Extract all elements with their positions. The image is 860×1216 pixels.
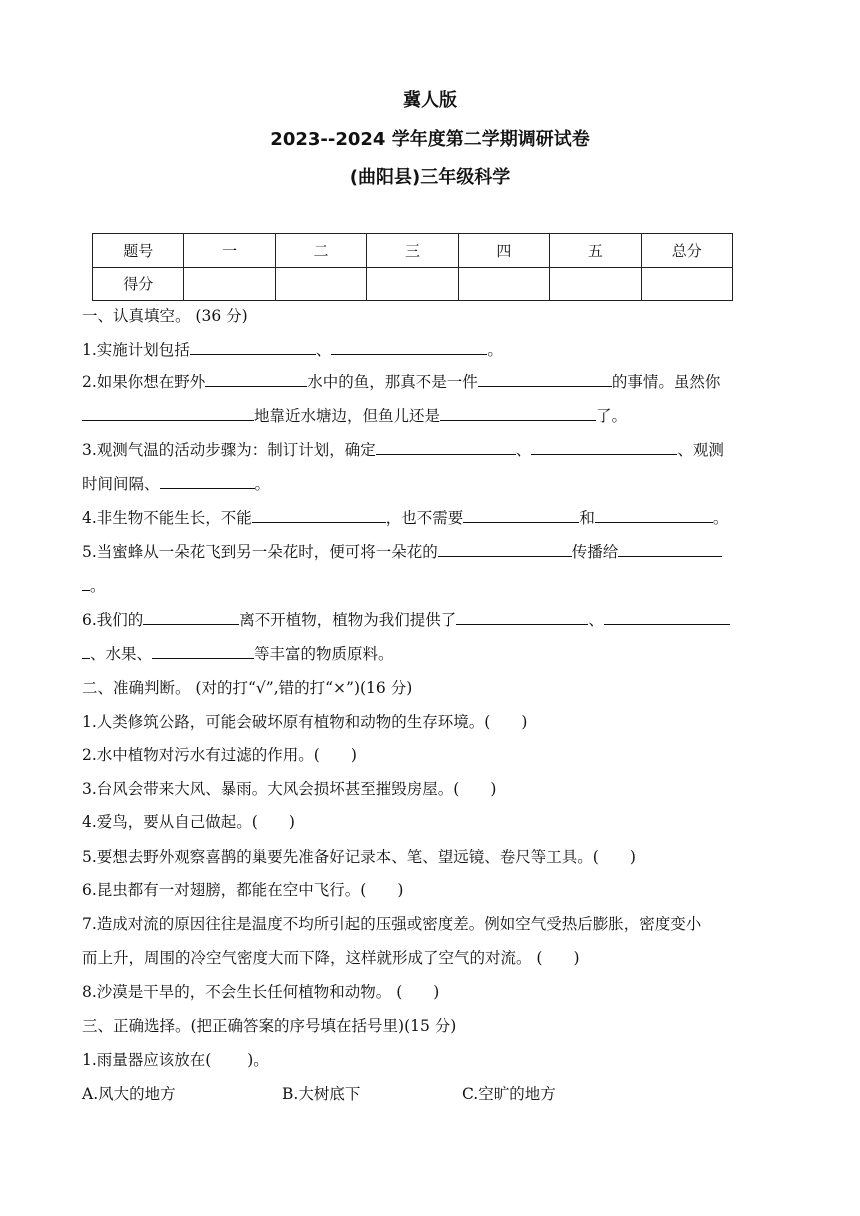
score-header-cell: 四 bbox=[458, 234, 549, 268]
score-cell[interactable] bbox=[641, 267, 732, 301]
question-text: 的事情。虽然你 bbox=[611, 373, 721, 391]
answer-blank[interactable] bbox=[143, 609, 239, 625]
question-1-3-cont bbox=[82, 472, 778, 494]
section1-title: 一、认真填空。 (36 分) bbox=[82, 307, 248, 325]
score-header-cell: 一 bbox=[184, 234, 275, 268]
exam-subtitle: (曲阳县)三年级科学 bbox=[349, 167, 511, 188]
question-text: 离不开植物，植物为我们提供了 bbox=[239, 611, 457, 629]
question-1-5 bbox=[82, 540, 778, 562]
question-1-6 bbox=[82, 608, 778, 630]
judgment-item: 7.造成对流的原因往往是温度不均所引起的压强或密度差。例如空气受热后膨胀，密度变小 bbox=[82, 915, 702, 933]
answer-blank[interactable] bbox=[82, 575, 90, 591]
judgment-item-cont: 而上升，周围的冷空气密度大而下降，这样就形成了空气的对流。 ( ) bbox=[82, 949, 580, 967]
judgment-item: 5.要想去野外观察喜鹊的巢要先准备好记录本、笔、望远镜、卷尺等工具。( ) bbox=[82, 848, 636, 866]
section2-title: 二、准确判断。 (对的打“√”,错的打“×”)(16 分) bbox=[82, 679, 413, 697]
question-text: 、 bbox=[515, 441, 532, 459]
answer-blank[interactable] bbox=[456, 609, 588, 625]
score-cell[interactable] bbox=[550, 267, 641, 301]
score-cell[interactable] bbox=[275, 267, 366, 301]
answer-blank[interactable] bbox=[152, 643, 254, 659]
exam-title: 2023--2024 学年度第二学期调研试卷 bbox=[270, 129, 590, 150]
answer-blank[interactable] bbox=[205, 371, 307, 387]
question-1-2-cont bbox=[82, 404, 778, 426]
question-1-5-cont bbox=[82, 574, 778, 596]
answer-blank[interactable] bbox=[531, 439, 677, 455]
question-text: 6.我们的 bbox=[82, 611, 144, 629]
answer-blank[interactable] bbox=[331, 339, 487, 355]
score-cell[interactable] bbox=[367, 267, 458, 301]
question-text: 。 bbox=[712, 509, 729, 527]
question-1-3 bbox=[82, 438, 778, 460]
judgment-item: 3.台风会带来大风、暴雨。大风会损坏甚至摧毁房屋。( ) bbox=[82, 780, 497, 798]
question-text: 。 bbox=[487, 341, 503, 359]
answer-blank[interactable] bbox=[376, 439, 516, 455]
question-text: 。 bbox=[254, 475, 271, 493]
question-text: 、 bbox=[588, 611, 604, 629]
score-header-cell: 二 bbox=[275, 234, 366, 268]
question-text: 2.如果你想在野外 bbox=[82, 373, 206, 391]
answer-blank[interactable] bbox=[463, 507, 579, 523]
judgment-item: 4.爱鸟，要从自己做起。( ) bbox=[82, 813, 295, 831]
answer-blank[interactable] bbox=[478, 371, 612, 387]
score-table-header-row bbox=[93, 234, 733, 268]
answer-blank[interactable] bbox=[82, 643, 90, 659]
question-text: 地靠近水塘边，但鱼儿还是 bbox=[254, 407, 441, 425]
answer-blank[interactable] bbox=[160, 473, 255, 489]
choice-question: 1.雨量器应该放在( )。 bbox=[82, 1051, 269, 1069]
question-text: 、 bbox=[315, 341, 332, 359]
answer-blank[interactable] bbox=[252, 507, 386, 523]
answer-blank[interactable] bbox=[440, 405, 596, 421]
question-text: 3.观测气温的活动步骤为：制订计划，确定 bbox=[82, 441, 376, 459]
score-header-cell: 五 bbox=[550, 234, 641, 268]
judgment-item: 6.昆虫都有一对翅膀，都能在空中飞行。( ) bbox=[82, 881, 404, 899]
question-1-6-cont bbox=[82, 642, 778, 664]
question-text: 等丰富的物质原料。 bbox=[254, 645, 394, 663]
question-text: 水中的鱼，那真不是一件 bbox=[307, 373, 478, 391]
choice-option-a[interactable]: A.风大的地方 bbox=[82, 1085, 176, 1103]
score-header-cell: 三 bbox=[367, 234, 458, 268]
question-text: 。 bbox=[90, 577, 106, 595]
question-text: 、水果、 bbox=[90, 645, 153, 663]
score-table-score-row bbox=[93, 267, 733, 301]
question-text: 了。 bbox=[596, 407, 628, 425]
question-text: 和 bbox=[579, 509, 595, 527]
question-1-1 bbox=[82, 338, 778, 360]
question-text: 传播给 bbox=[571, 543, 619, 561]
score-cell[interactable] bbox=[184, 267, 275, 301]
judgment-item: 2.水中植物对污水有过滤的作用。( ) bbox=[82, 746, 357, 764]
judgment-item: 8.沙漠是干旱的，不会生长任何植物和动物。 ( ) bbox=[82, 983, 440, 1001]
judgment-item: 1.人类修筑公路，可能会破坏原有植物和动物的生存环境。( ) bbox=[82, 713, 528, 731]
question-1-4 bbox=[82, 506, 778, 528]
answer-blank[interactable] bbox=[82, 405, 254, 421]
question-text: 时间间隔、 bbox=[82, 475, 160, 493]
question-text: 4.非生物不能生长，不能 bbox=[82, 509, 252, 527]
edition-title: 冀人版 bbox=[403, 90, 457, 111]
question-text: ，也不需要 bbox=[385, 509, 464, 527]
answer-blank[interactable] bbox=[190, 339, 316, 355]
choice-option-c[interactable]: C.空旷的地方 bbox=[462, 1085, 556, 1103]
answer-blank[interactable] bbox=[438, 541, 572, 557]
question-text: 、观测 bbox=[677, 441, 724, 459]
question-1-2 bbox=[82, 370, 778, 392]
question-text: 1.实施计划包括 bbox=[82, 341, 190, 359]
score-row-label: 得分 bbox=[93, 267, 184, 301]
answer-blank[interactable] bbox=[618, 541, 722, 557]
answer-blank[interactable] bbox=[595, 507, 713, 523]
score-header-cell: 总分 bbox=[641, 234, 732, 268]
answer-blank[interactable] bbox=[604, 609, 730, 625]
choice-option-b[interactable]: B.大树底下 bbox=[282, 1085, 361, 1103]
score-header-cell: 题号 bbox=[93, 234, 184, 268]
score-cell[interactable] bbox=[458, 267, 549, 301]
section3-title: 三、正确选择。(把正确答案的序号填在括号里)(15 分) bbox=[82, 1017, 457, 1035]
score-table bbox=[92, 233, 733, 301]
question-text: 5.当蜜蜂从一朵花飞到另一朵花时，便可将一朵花的 bbox=[82, 543, 438, 561]
